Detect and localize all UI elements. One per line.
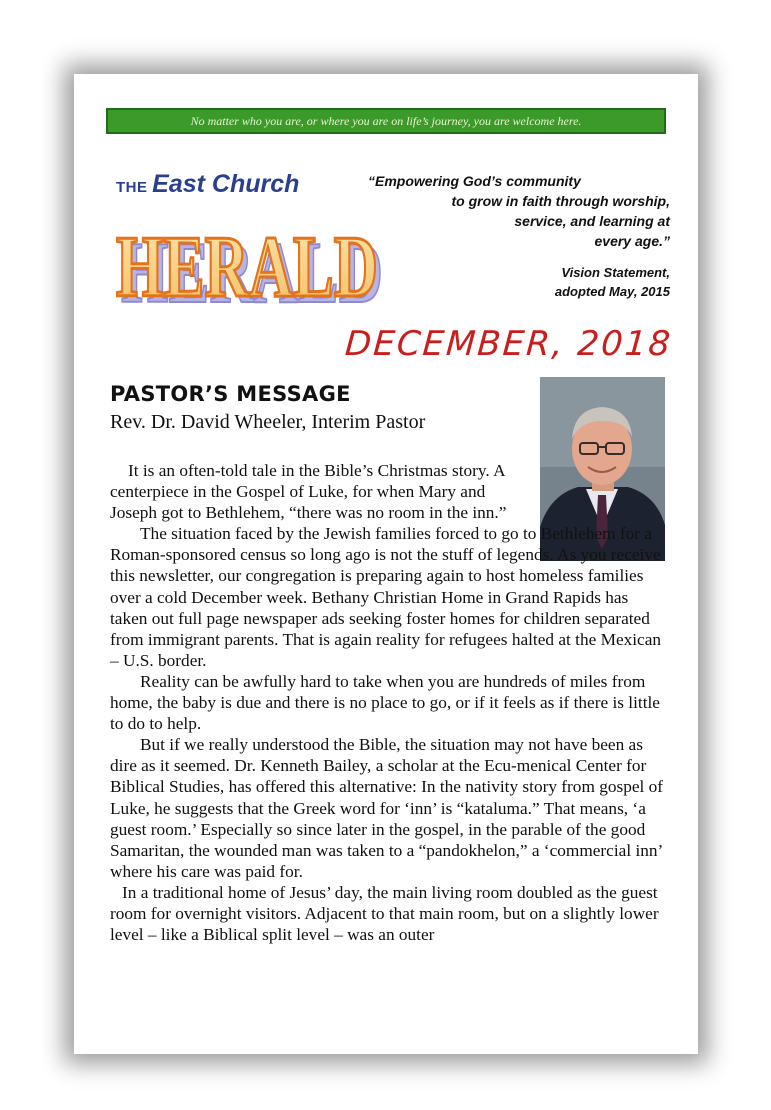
vision-statement-caption	[474, 263, 670, 301]
vision-line-3: service, and learning at	[514, 213, 670, 229]
welcome-banner: No matter who you are, or where you are on life’s journey, you are welcome here.	[106, 108, 666, 134]
article-body	[110, 460, 666, 945]
masthead-church-name	[116, 170, 299, 199]
byline: Rev. Dr. David Wheeler, Interim Pastor	[110, 411, 426, 433]
vision-line-1: “Empowering God’s community	[368, 173, 581, 189]
vision-line-2: to grow in faith through worship,	[451, 193, 670, 209]
article-paragraph: But if we really understood the Bible, the situation may not have been as dire as it seemed. Dr. Kenneth Bailey, a scholar at the Ecu-menical Center for Biblical Studies, has offered this alternative: In the nativity story from gospel of Luke, he suggests that the Greek word for ‘inn’ is “kataluma.” That means, ‘a guest room.’ Especially so since later in the gospel, in the parable of the good Samaritan, the wounded man was taken to a “pandokhelon,” a ‘commercial inn’ where his care was paid for.	[110, 735, 664, 881]
vision-statement-quote	[368, 171, 670, 251]
section-title: PASTOR’S MESSAGE	[110, 382, 351, 406]
article-paragraph: In a traditional home of Jesus’ day, the main living room doubled as the guest room for overnight visitors. Adjacent to that main room, but on a slightly lower level – like a Biblical split level – was an outer	[110, 882, 659, 945]
masthead-the: THE	[116, 179, 148, 196]
issue-date: DECEMBER, 2018	[343, 324, 674, 364]
article-paragraph: Reality can be awfully hard to take when you are hundreds of miles from home, the baby is due and there is no place to go, or if it feels as if there is little to do to help.	[110, 671, 660, 734]
herald-logo-shadow: HERALD	[121, 225, 383, 314]
article-paragraph: The situation faced by the Jewish families forced to go to Bethlehem for a Roman-sponsored census so long ago is not the stuff of legends. As you receive this newsletter, our congregation is preparing again to host homeless families over a cold December week. Bethany Christian Home in Grand Rapids has taken out full page newspaper ads seeking foster homes for children separated from immigrant parents. That is again reality for refugees halted at the Mexican – U.S. border.	[110, 524, 662, 670]
vision-caption-line-2: adopted May, 2015	[554, 284, 670, 299]
masthead-east-church: East Church	[152, 170, 300, 198]
article-paragraph: It is an often-told tale in the Bible’s Christmas story. A centerpiece in the Gospel of Luke, for when Mary and Joseph got to Bethlehem, “there was no room in the inn.”	[110, 461, 507, 523]
vision-caption-line-1: Vision Statement,	[561, 265, 670, 280]
herald-logo-text: HERALD	[116, 224, 378, 314]
newsletter-page	[74, 74, 698, 1054]
herald-logo	[112, 224, 392, 314]
vision-line-4: every age.”	[594, 233, 670, 249]
